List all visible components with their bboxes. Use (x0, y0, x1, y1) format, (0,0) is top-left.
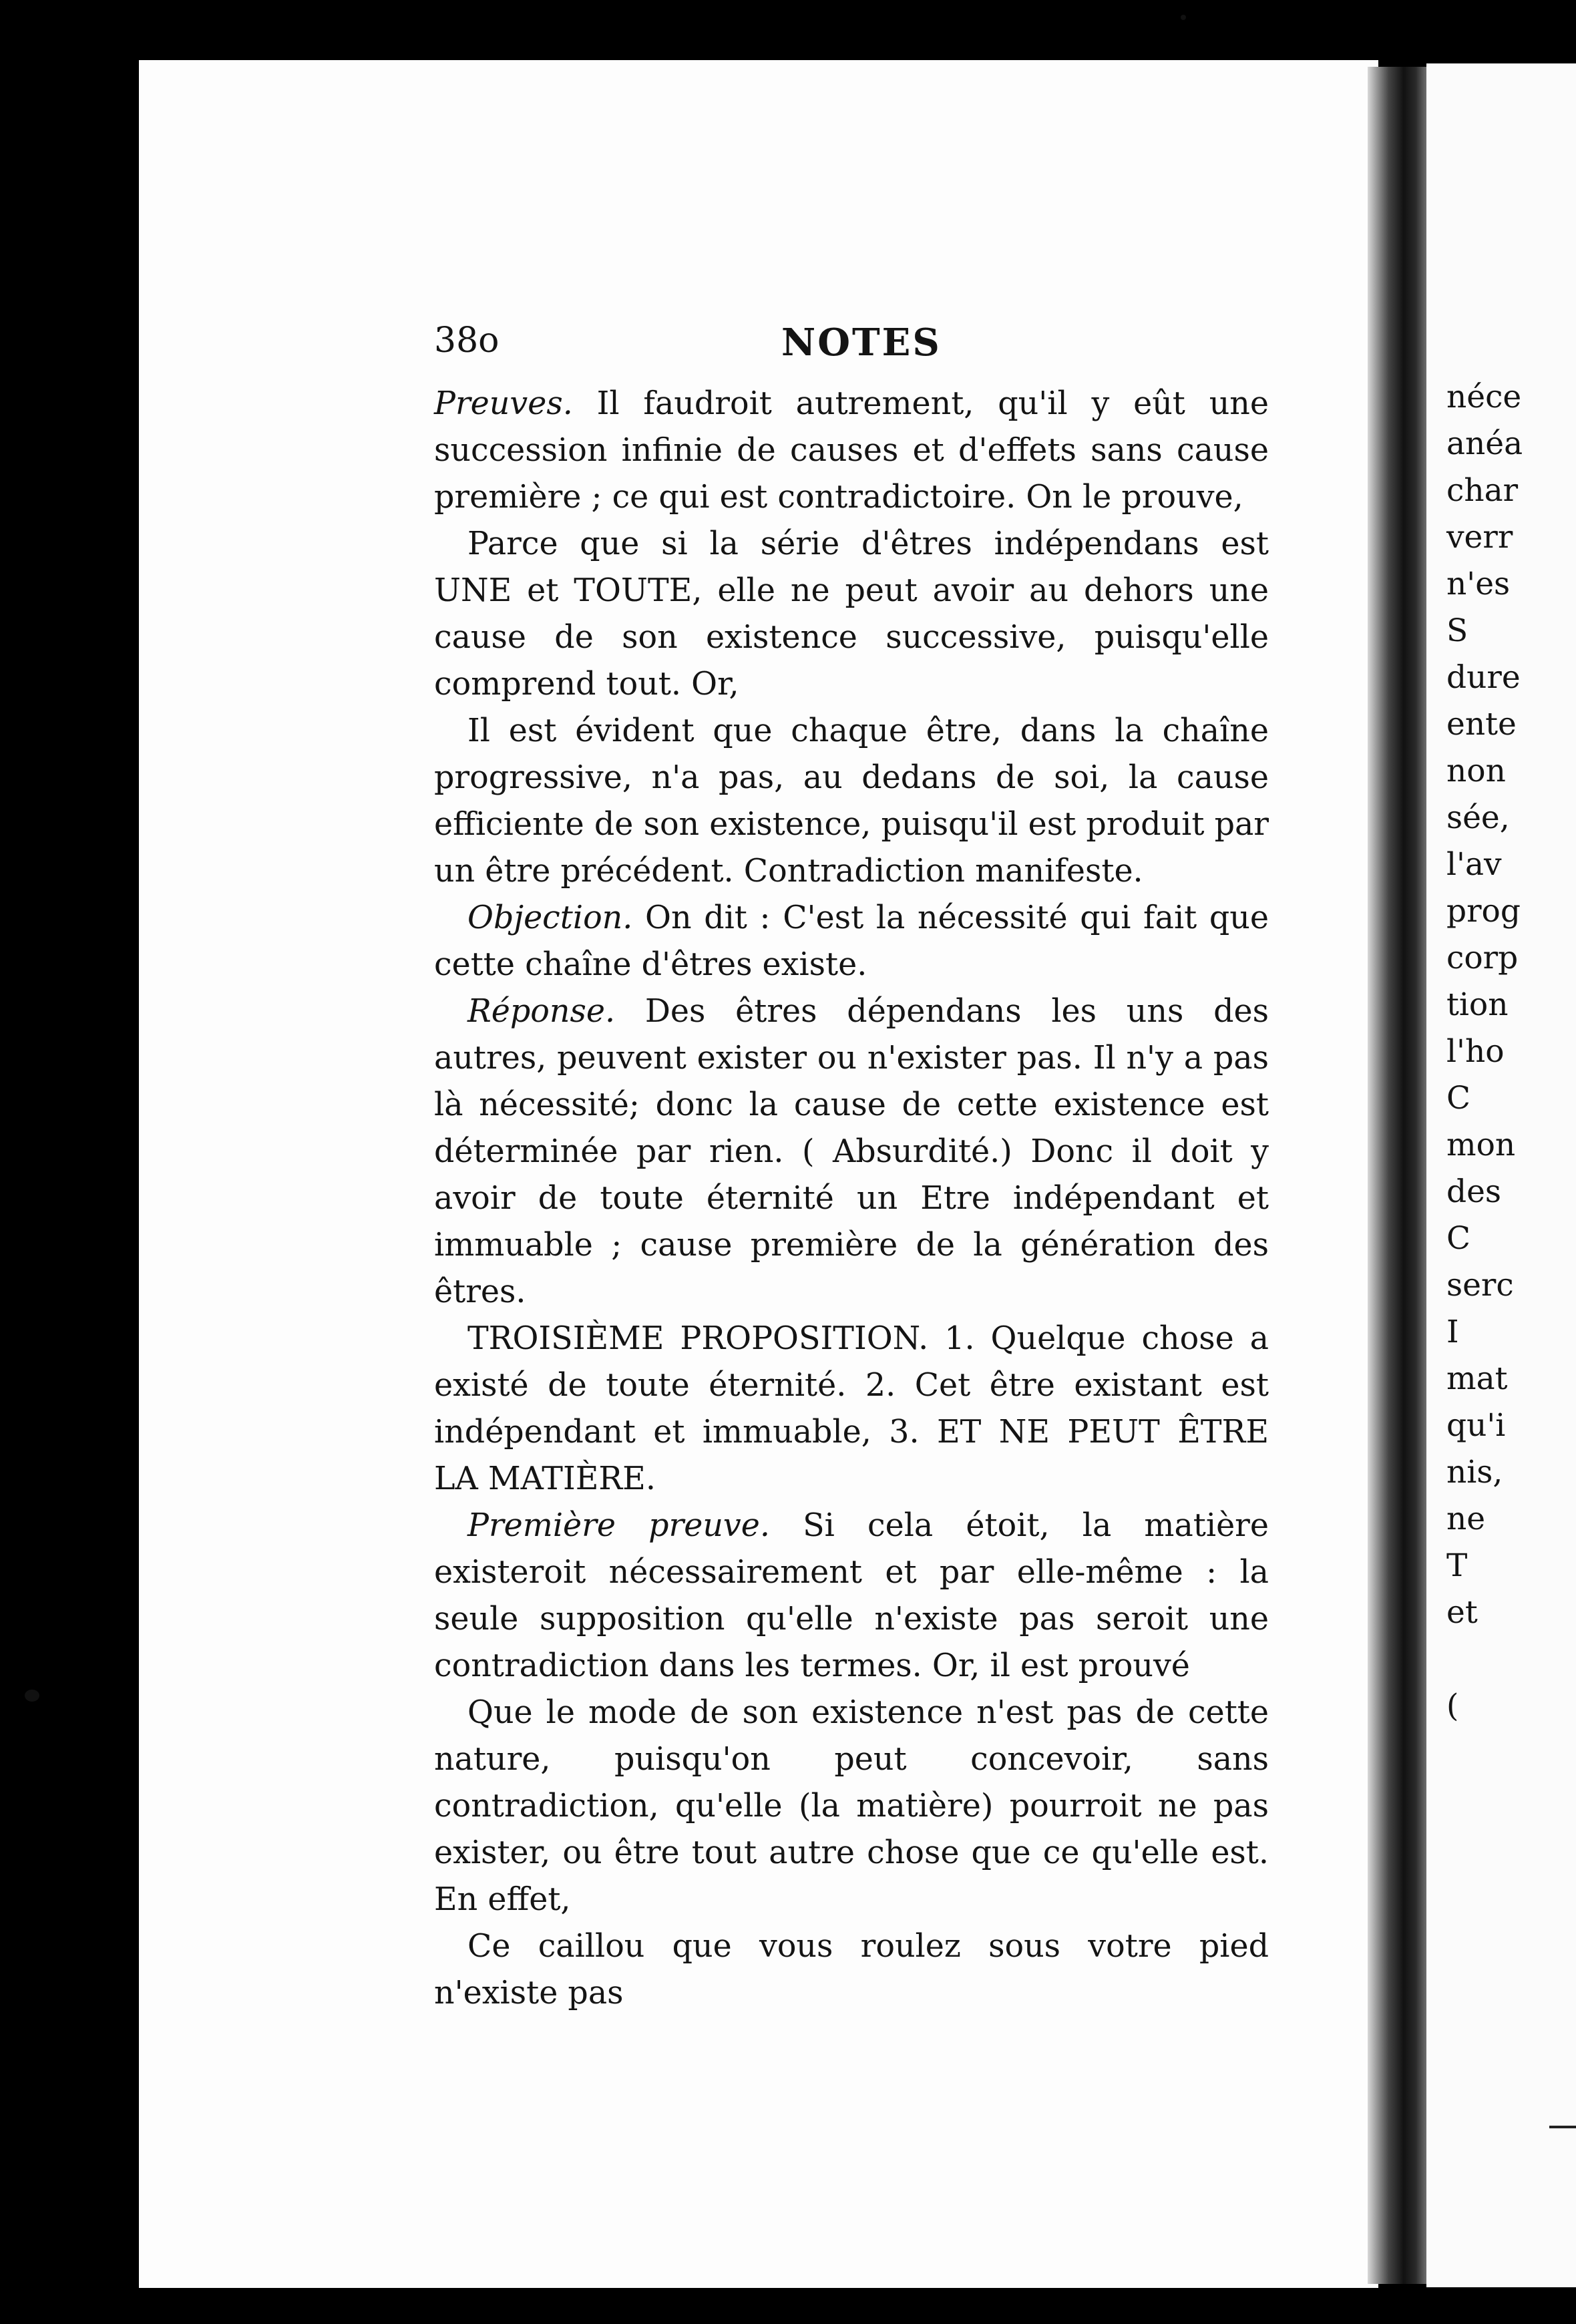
right-page-fragment: qu'i (1446, 1407, 1506, 1444)
page-text (434, 314, 1269, 2017)
right-page-fragment: serc (1446, 1267, 1514, 1304)
right-page-fragment: anéa (1446, 425, 1523, 462)
right-page-fragment: C (1446, 1080, 1470, 1117)
right-page-fragments (1426, 374, 1576, 1730)
paragraph-text: Que le mode de son existence n'est pas de cette nature, puisqu'on peut concevoir, sans contradiction, qu'elle (la matière) pourroit ne pas exister, ou être tout autre chose que ce qu'elle est. En effet, (434, 1694, 1269, 1918)
right-page-fragment: mon (1446, 1127, 1516, 1163)
right-page-fragment: T (1446, 1547, 1468, 1584)
right-page-fragment (1426, 1636, 1576, 1683)
right-page-fragment: mat (1446, 1360, 1508, 1397)
scan-speck (25, 1690, 39, 1702)
right-page-fragment: nis, (1446, 1454, 1503, 1491)
paragraph-text: Il est évident que chaque être, dans la chaîne progressive, n'a pas, au dedans de soi, la cause efficiente de son existence, puisqu'il est produit par un être précédent. Contradiction manifeste. (434, 713, 1269, 890)
paragraph-text: On dit : C'est la nécessité qui fait que cette chaîne d'êtres existe. (434, 900, 1269, 983)
running-title: NOTES (781, 321, 942, 365)
book-gutter (1368, 67, 1428, 2284)
paragraph-text: Ce caillou que vous roulez sous votre pied n'existe pas (434, 1928, 1269, 2011)
paragraph (434, 1690, 1269, 1923)
paragraph-text: 1. Quelque chose a existé de toute éternité. 2. Cet être existant est indépendant et immuable, 3. ET NE PEUT ÊTRE LA MATIÈRE. (434, 1320, 1269, 1497)
right-page-fragment: n'es (1446, 566, 1511, 602)
paragraph (434, 1923, 1269, 2017)
right-page-fragment: corp (1446, 940, 1519, 976)
paragraph-text: Si cela étoit, la matière existeroit nécessairement et par elle-même : la seule supposition qu'elle n'existe pas seroit une contradiction dans les termes. Or, il est prouvé (434, 1507, 1269, 1684)
right-page-fragment: des (1446, 1173, 1502, 1210)
paragraph (434, 895, 1269, 988)
right-page-fragment: ( (1446, 1688, 1459, 1724)
paragraph (434, 521, 1269, 708)
right-page-fragment: C (1446, 1220, 1470, 1257)
right-page-fragment: tion (1446, 986, 1509, 1023)
right-page-fragment: verr (1446, 519, 1513, 556)
paragraph (434, 988, 1269, 1316)
right-page-fragment: et (1446, 1594, 1478, 1631)
footnote-rule (1549, 2126, 1576, 2128)
paragraph-text: Il faudroit autrement, qu'il y eût une succession infinie de causes et d'effets sans cause première ; ce qui est contradictoire. On le prouve, (434, 385, 1269, 516)
right-page-fragment: I (1446, 1314, 1459, 1350)
paragraph-lead: Réponse. (467, 993, 616, 1030)
paragraph (434, 1316, 1269, 1503)
paragraph-text: Des êtres dépendans les uns des autres, peuvent exister ou n'exister pas. Il n'y a pas là nécessité; donc la cause de cette existence est déterminée par rien. ( Absurdité.) Donc il doit y avoir de toute éternité un Etre indépendant et immuable ; cause première de la génération des êtres. (434, 993, 1269, 1310)
paragraph (434, 1503, 1269, 1690)
paragraph (434, 381, 1269, 521)
right-page-fragment: ne (1446, 1501, 1486, 1537)
paragraph-lead: Objection. (467, 900, 633, 936)
right-page-fragment: S (1446, 612, 1468, 649)
right-page-fragment: non (1446, 753, 1506, 789)
paragraph-lead: Première preuve. (467, 1507, 770, 1544)
paragraph-lead: Preuves. (434, 385, 573, 422)
page-header (434, 314, 1269, 381)
scan-speck (1181, 15, 1186, 20)
right-page-fragment: char (1446, 472, 1519, 509)
right-page-fragment: l'av (1446, 846, 1502, 883)
right-page-fragment: l'ho (1446, 1033, 1505, 1070)
right-page-fragment: sée, (1446, 799, 1510, 836)
right-page-fragment: prog (1446, 893, 1521, 930)
paragraph-text: Parce que si la série d'êtres indépendans est UNE et TOUTE, elle ne peut avoir au dehors une cause de son existence successive, puisqu'elle comprend tout. Or, (434, 526, 1269, 703)
right-page-fragment: néce (1446, 379, 1522, 415)
right-page-fragment: dure (1446, 659, 1521, 696)
right-page-fragment: ente (1446, 706, 1517, 743)
paragraph-lead: TROISIÈME PROPOSITION. (467, 1320, 929, 1357)
paragraph (434, 708, 1269, 895)
page-number: 38o (434, 321, 500, 361)
